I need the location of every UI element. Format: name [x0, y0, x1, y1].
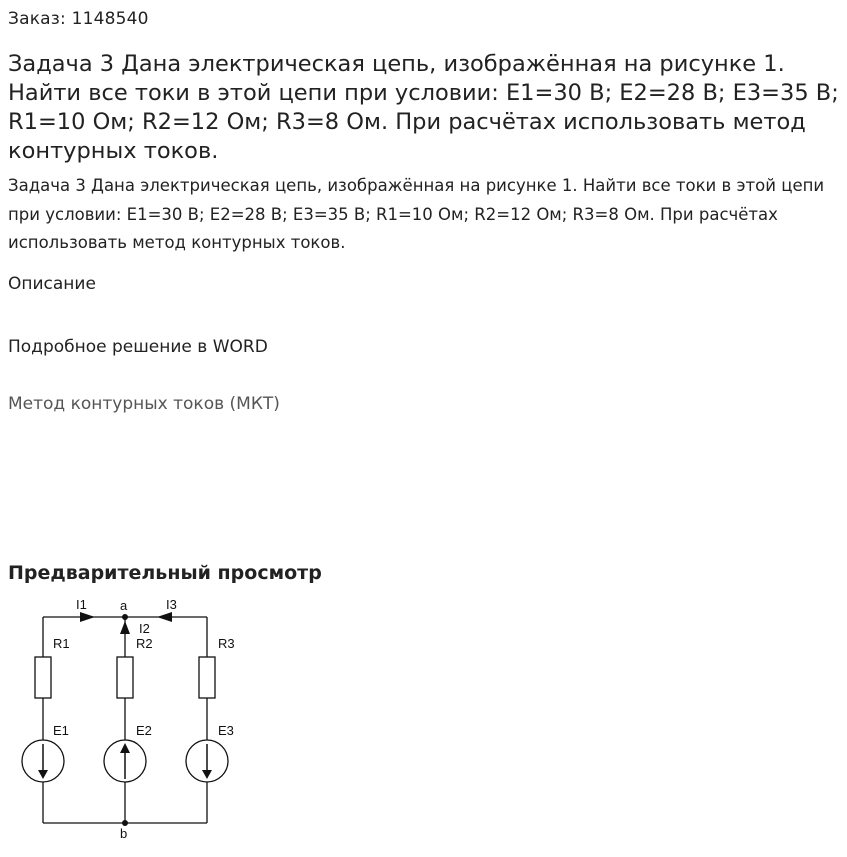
solution-format-text: Подробное решение в WORD: [8, 337, 268, 357]
resistor-r2-label: R2: [136, 636, 153, 651]
node-a-label: a: [120, 598, 128, 613]
current-i1-arrow-right-icon: [80, 612, 95, 622]
node-b-label: b: [120, 826, 128, 841]
order-number: Заказ: 1148540: [8, 9, 149, 29]
resistor-r3-label: R3: [218, 636, 235, 651]
node-a-dot: [122, 614, 128, 620]
resistor-r2: [117, 657, 133, 698]
preview-heading: Предварительный просмотр: [8, 562, 322, 584]
current-i2-label: I2: [139, 621, 150, 636]
circuit-diagram: [0, 590, 260, 842]
resistor-r3: [199, 657, 215, 698]
current-i3-arrow-left-icon: [157, 612, 172, 622]
current-i2-arrow-up-icon: [120, 621, 130, 634]
task-description: Задача 3 Дана электрическая цепь, изображённая на рисунке 1. Найти все токи в этой цепи при условии: E1=30 В; E2=28 В; E3=35 В; R1=10 Ом; R2=12 Ом; R3=8 Ом. При расчётах использовать метод контурных токов.: [8, 176, 825, 252]
source-e3-label: E3: [218, 723, 234, 738]
source-e1-label: E1: [53, 723, 69, 738]
method-category-link[interactable]: Метод контурных токов (МКТ): [8, 394, 280, 414]
page-title: Задача 3 Дана электрическая цепь, изображённая на рисунке 1. Найти все токи в этой цепи при условии: E1=30 В; E2=28 В; E3=35 В; R1=10 Ом; R2=12 Ом; R3=8 Ом. При расчётах использовать метод контурных токов.: [8, 51, 839, 164]
current-i1-label: I1: [76, 597, 87, 612]
description-section-label: Описание: [8, 274, 96, 294]
resistor-r1: [35, 657, 51, 698]
resistor-r1-label: R1: [53, 636, 70, 651]
current-i3-label: I3: [166, 597, 177, 612]
source-e2-label: E2: [136, 723, 152, 738]
